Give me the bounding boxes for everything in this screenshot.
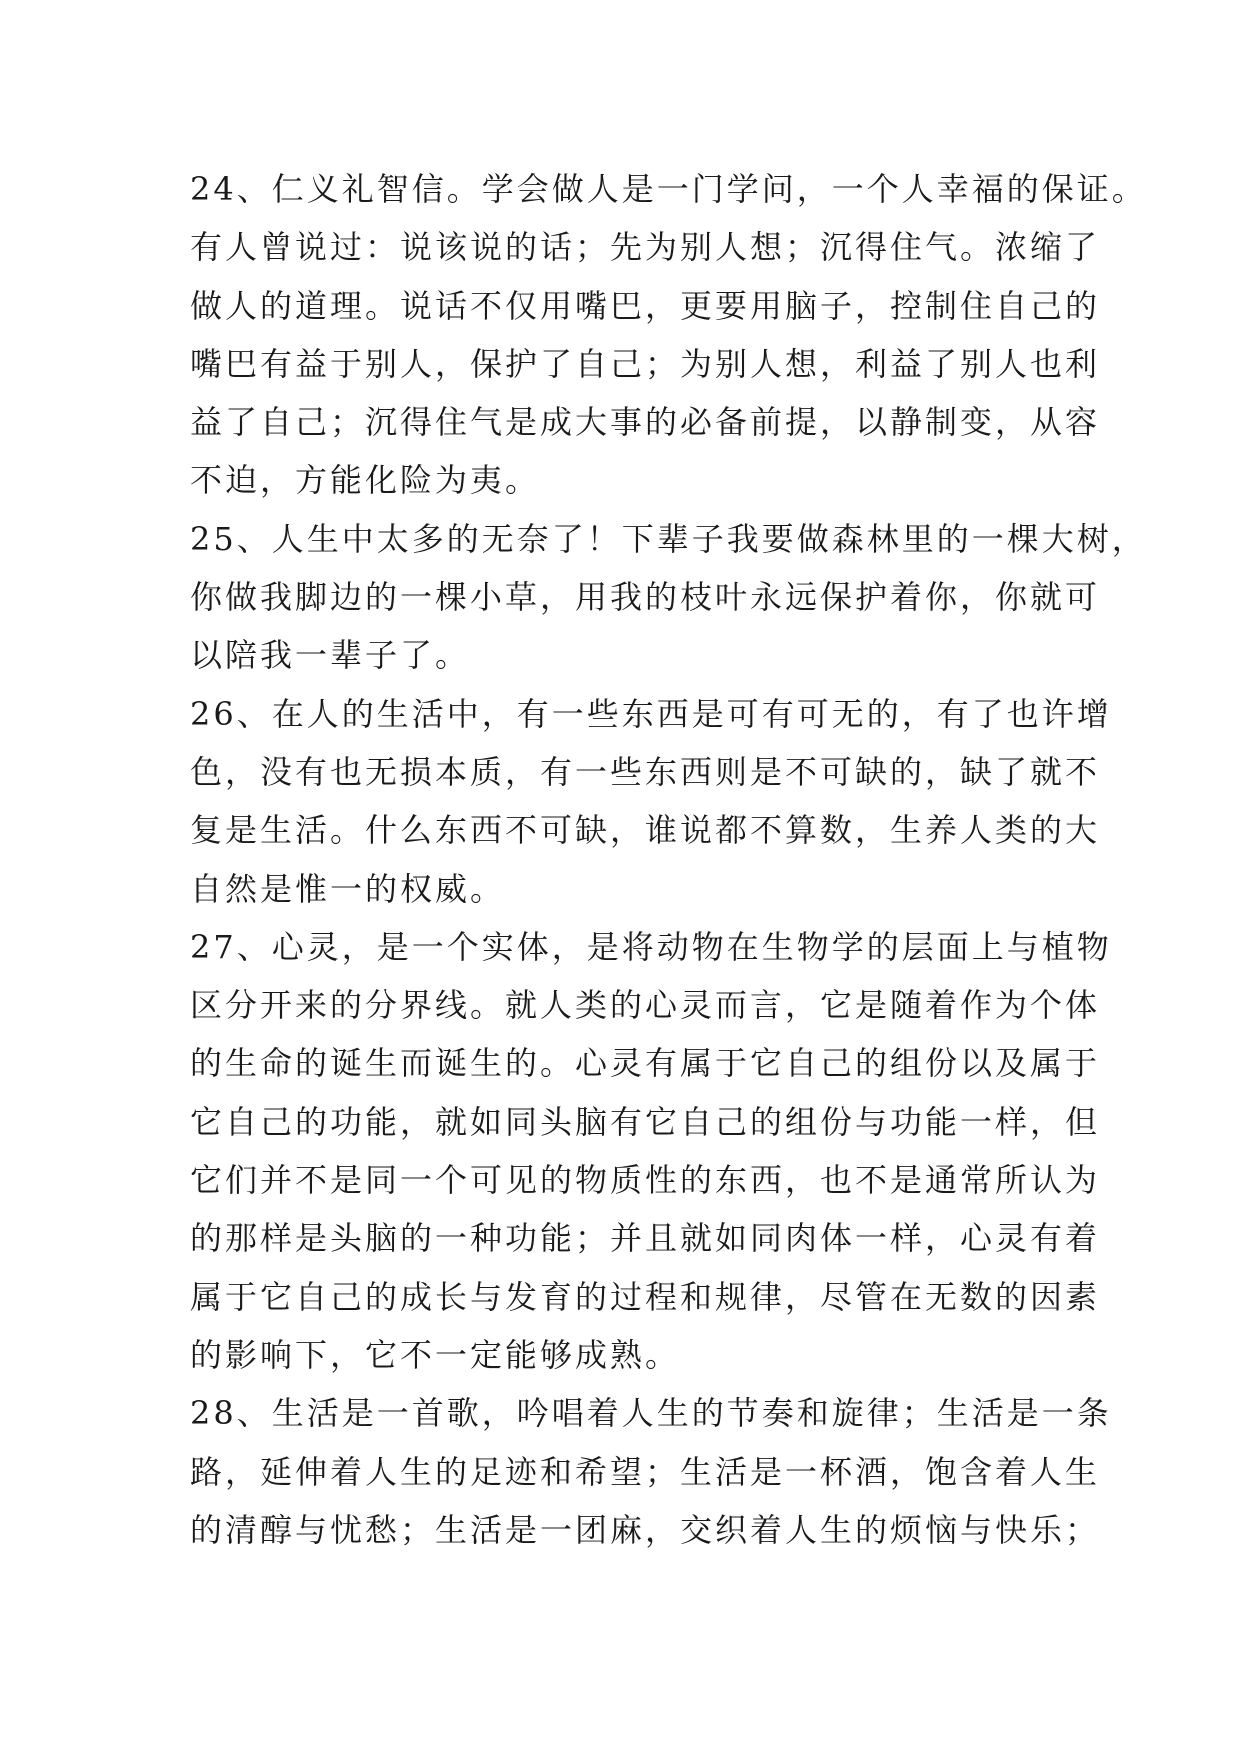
text-line: 自然是惟一的权威。 [190,869,506,908]
text-line: 的影响下，它不一定能够成熟。 [190,1335,681,1374]
text-line: 的那样是头脑的一种功能；并且就如同肉体一样，心灵有着 [190,1219,1101,1258]
text-line: 嘴巴有益于别人，保护了自己；为别人想，利益了别人也利 [190,344,1101,383]
text-line: 以陪我一辈子了。 [190,636,471,675]
text-line: 的生命的诞生而诞生的。心灵有属于它自己的组份以及属于 [190,1044,1101,1083]
paragraph-26 [190,685,1112,918]
text-line: 27、心灵，是一个实体，是将动物在生物学的层面上与植物 [190,927,1112,966]
paragraph-25 [190,510,1147,685]
text-line: 你做我脚边的一棵小草，用我的枝叶永远保护着你，你就可 [190,578,1101,617]
paragraph-27 [190,918,1112,1384]
text-line: 26、在人的生活中，有一些东西是可有可无的，有了也许增 [190,694,1112,733]
document-body [190,160,1147,1559]
text-line: 区分开来的分界线。就人类的心灵而言，它是随着作为个体 [190,986,1101,1025]
text-line: 有人曾说过：说该说的话；先为别人想；沉得住气。浓缩了 [190,228,1101,267]
paragraph-28 [190,1384,1112,1559]
text-line: 属于它自己的成长与发育的过程和规律，尽管在无数的因素 [190,1277,1101,1316]
text-line: 24、仁义礼智信。学会做人是一门学问，一个人幸福的保证。 [190,170,1147,208]
text-line: 的清醇与忧愁；生活是一团麻，交织着人生的烦恼与快乐； [190,1510,1101,1549]
text-line: 28、生活是一首歌，吟唱着人生的节奏和旋律；生活是一条 [190,1394,1112,1433]
paragraph-24 [190,160,1147,510]
text-line: 做人的道理。说话不仅用嘴巴，更要用脑子，控制住自己的 [190,286,1101,325]
text-line: 它自己的功能，就如同头脑有它自己的组份与功能一样，但 [190,1102,1101,1141]
text-line: 25、人生中太多的无奈了！下辈子我要做森林里的一棵大树， [190,519,1147,558]
text-line: 复是生活。什么东西不可缺，谁说都不算数，生养人类的大 [190,811,1101,850]
text-line: 色，没有也无损本质，有一些东西则是不可缺的，缺了就不 [190,752,1101,791]
text-line: 它们并不是同一个可见的物质性的东西，也不是通常所认为 [190,1161,1101,1200]
text-line: 路，延伸着人生的足迹和希望；生活是一杯酒，饱含着人生 [190,1452,1101,1491]
text-line: 不迫，方能化险为夷。 [190,461,541,500]
text-line: 益了自己；沉得住气是成大事的必备前提，以静制变，从容 [190,403,1101,442]
